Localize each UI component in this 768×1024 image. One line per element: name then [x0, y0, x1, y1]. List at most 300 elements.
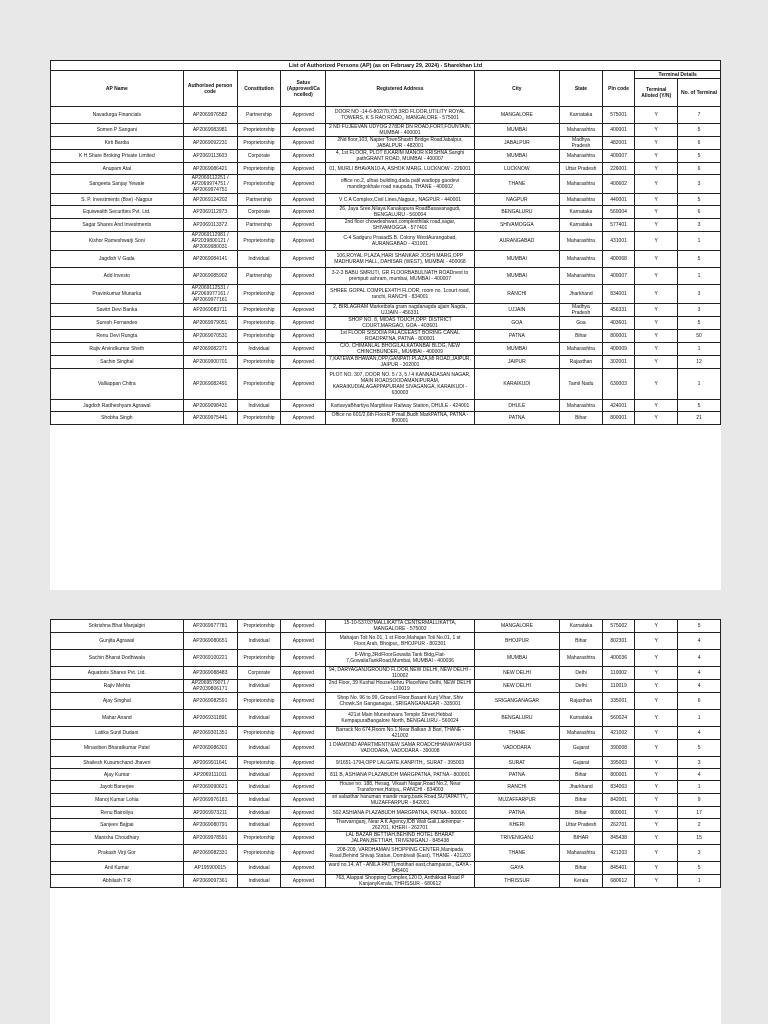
state: Gujarat	[560, 757, 603, 769]
terminal-count: 4	[678, 633, 721, 650]
city: KARAIKUDI	[474, 369, 559, 400]
ap-code: AP2069090621	[183, 781, 237, 794]
terminal-count: 5	[678, 251, 721, 268]
ap-name: Aquatoris Shares Pvt. Ltd.	[51, 667, 184, 680]
city: GOA	[474, 317, 559, 330]
ap-code: AP2069098431	[183, 400, 237, 412]
table-row	[51, 740, 721, 757]
ap-code: AP2069112531 / AP2069977161 / AP2069977161	[183, 285, 237, 304]
terminal-allotted: Y	[635, 740, 678, 757]
pin-code: 400036	[602, 650, 635, 667]
col-allotted: Terminal Alloted (Y/N)	[635, 79, 678, 107]
constitution: Proprietorship	[237, 175, 281, 194]
address: 4, 1st FLOOR, PLOT 8,KARIM MANOR KRISHNA Sanghi pathGRANT ROAD, MUMBAI - 400007	[326, 150, 474, 163]
ap-code: AP2069080791	[183, 819, 237, 832]
address: C/O. CHIMANLAL BHOGILALKATANBAI BLDG, NEW CHINCHBUNDER,, MUMBAI - 400009	[326, 343, 474, 356]
constitution: Proprietorship	[237, 693, 281, 710]
terminal-count: 21	[678, 412, 721, 425]
city: MUMBAI	[474, 150, 559, 163]
address: office no.2, ulhas building,dada patil wadiopp gaodevi mandirgokhale road naupada, THANE - 400602	[326, 175, 474, 194]
city: RANCHI	[474, 285, 559, 304]
address: V C A Complex,Civil Lines,Nagpur,, NAGPUR - 440001	[326, 194, 474, 206]
state: Uttar Pradesh	[560, 163, 603, 175]
terminal-count: 5	[678, 194, 721, 206]
terminal-count: 5	[678, 400, 721, 412]
col-ap-name: AP Name	[51, 71, 184, 107]
constitution: Individual	[237, 769, 281, 781]
state: Karnataka	[560, 107, 603, 124]
ap-name: Anupam Atal	[51, 163, 184, 175]
table-row	[51, 137, 721, 150]
status: Approved	[281, 107, 326, 124]
status: Approved	[281, 369, 326, 400]
terminal-allotted: Y	[635, 757, 678, 769]
terminal-count: 17	[678, 807, 721, 819]
status: Approved	[281, 251, 326, 268]
status: Approved	[281, 667, 326, 680]
address: 8-Wing,3RdFloorGowalia Tank Bldg,Flat-7,GowaliaTankRoad,Mumbai, MUMBAI - 400036	[326, 650, 474, 667]
pin-code: 302001	[602, 356, 635, 369]
col-address: Registered Address	[326, 71, 474, 107]
ap-name: Manisha Choudhary	[51, 832, 184, 845]
table-row	[51, 819, 721, 832]
ap-code: AP2069301351	[183, 727, 237, 740]
terminal-allotted: Y	[635, 650, 678, 667]
address: 763, Alappat Shopping Complex,120 D, Anthikkad Road P KanjanyKerala, THRISSUR - 680612	[326, 875, 474, 888]
ap-name: S. P. Investments (Bse) -Nagpur	[51, 194, 184, 206]
table-row	[51, 285, 721, 304]
constitution: Partnership	[237, 219, 281, 232]
table-row	[51, 163, 721, 175]
address: 15-10-537/37MALLIKATTA CENTERMALLIKATTA, MANGALORE - 575002	[326, 620, 474, 633]
pin-code: 226001	[602, 163, 635, 175]
ap-name: Kishor Rameshwarji Soni	[51, 232, 184, 251]
table-row	[51, 757, 721, 769]
ap-name: Valliappan Chitra	[51, 369, 184, 400]
col-city: City	[474, 71, 559, 107]
constitution: Individual	[237, 251, 281, 268]
address: 811 B, ASHIANA PLAZABUDH MARGPATNA, PATNA - 800001	[326, 769, 474, 781]
city: NEW DELHI	[474, 680, 559, 693]
terminal-count: 6	[678, 137, 721, 150]
terminal-count: 4	[678, 680, 721, 693]
state: Rajasthan	[560, 693, 603, 710]
city: JABALPUR	[474, 137, 559, 150]
terminal-allotted: Y	[635, 268, 678, 285]
city: DHULE	[474, 400, 559, 412]
terminal-allotted: Y	[635, 680, 678, 693]
constitution: Individual	[237, 862, 281, 875]
table-row	[51, 807, 721, 819]
constitution: Individual	[237, 680, 281, 693]
terminal-count: 3	[678, 304, 721, 317]
pin-code: 400007	[602, 150, 635, 163]
status: Approved	[281, 862, 326, 875]
ap-code: AP2069083981	[183, 124, 237, 137]
status: Approved	[281, 175, 326, 194]
constitution: Proprietorship	[237, 412, 281, 425]
city: PATNA	[474, 769, 559, 781]
status: Approved	[281, 757, 326, 769]
ap-name: Add Investo	[51, 268, 184, 285]
city: MUMBAI	[474, 124, 559, 137]
terminal-count: 9	[678, 794, 721, 807]
status: Approved	[281, 285, 326, 304]
terminal-allotted: Y	[635, 285, 678, 304]
ap-code: AP2069911641	[183, 757, 237, 769]
ap-code: AP2069088483	[183, 667, 237, 680]
pin-code: 482001	[602, 137, 635, 150]
col-code: Authorised person code	[183, 71, 237, 107]
constitution: Proprietorship	[237, 356, 281, 369]
ap-name: Ajay Kumar	[51, 769, 184, 781]
status: Approved	[281, 633, 326, 650]
terminal-count: 1	[678, 710, 721, 727]
pin-code: 400602	[602, 175, 635, 194]
pin-code: 845438	[602, 832, 635, 845]
city: PATNA	[474, 807, 559, 819]
terminal-count: 2	[678, 819, 721, 832]
terminal-allotted: Y	[635, 875, 678, 888]
constitution: Proprietorship	[237, 845, 281, 862]
address: Office no 601/2,6th FloorR.P mall,Budh MarkPATNA, PATNA - 800001	[326, 412, 474, 425]
table-row	[51, 330, 721, 343]
city: PATNA	[474, 412, 559, 425]
constitution: Corporate	[237, 206, 281, 219]
table-row	[51, 693, 721, 710]
terminal-count: 5	[678, 862, 721, 875]
city: NEW DELHI	[474, 667, 559, 680]
terminal-count: 4	[678, 727, 721, 740]
state: Goa	[560, 317, 603, 330]
state: Maharashtra	[560, 175, 603, 194]
ap-code: AP2069092231	[183, 137, 237, 150]
terminal-allotted: Y	[635, 251, 678, 268]
ap-code: AP2069311891	[183, 710, 237, 727]
table-row	[51, 343, 721, 356]
col-terminal-group: Terminal Details	[635, 71, 721, 79]
constitution: Proprietorship	[237, 330, 281, 343]
ap-name: Jayoti Banerjee	[51, 781, 184, 794]
constitution: Proprietorship	[237, 832, 281, 845]
status: Approved	[281, 412, 326, 425]
state: Maharashtra	[560, 650, 603, 667]
address: SHOP NO. 8, MIDAS TOUCH,OPP. DISTRICT COURT,MARGAO, GOA - 403601	[326, 317, 474, 330]
constitution: Individual	[237, 343, 281, 356]
terminal-allotted: Y	[635, 194, 678, 206]
document-page-2	[50, 619, 721, 1024]
terminal-count: 3	[678, 175, 721, 194]
state: Maharashtra	[560, 232, 603, 251]
terminal-count: 4	[678, 769, 721, 781]
ap-name: Equiwealth Securities Pvt. Ltd.	[51, 206, 184, 219]
constitution: Individual	[237, 819, 281, 832]
table-row	[51, 206, 721, 219]
constitution: Proprietorship	[237, 317, 281, 330]
constitution: Proprietorship	[237, 137, 281, 150]
terminal-allotted: Y	[635, 769, 678, 781]
state: Delhi	[560, 680, 603, 693]
ap-code: AP2069113603	[183, 150, 237, 163]
state: Bihar	[560, 794, 603, 807]
address: House no. 188, Hesag, Vikash Nagar,Road No.2, Near Transformer,Hatiya,, RANCHI - 834003	[326, 781, 474, 794]
pin-code: 630003	[602, 369, 635, 400]
address: 2Nd floor,103, Napier TownShastri Bridge RoadJabalpur, JABALPUR - 482001	[326, 137, 474, 150]
status: Approved	[281, 650, 326, 667]
city: THANE	[474, 175, 559, 194]
state: Madhya Pradesh	[560, 304, 603, 317]
terminal-count: 5	[678, 124, 721, 137]
ap-code: AP2069975441	[183, 412, 237, 425]
pin-code: 400001	[602, 124, 635, 137]
terminal-count: 50	[678, 330, 721, 343]
pin-code: 842001	[602, 794, 635, 807]
ap-name: Renu Devi Rungta	[51, 330, 184, 343]
terminal-allotted: Y	[635, 356, 678, 369]
terminal-count: 1	[678, 875, 721, 888]
address: KartavyaBhartiya Marghlear Railway Station, DHULE - 424001	[326, 400, 474, 412]
city: LUCKNOW	[474, 163, 559, 175]
table-row	[51, 710, 721, 727]
state: Karnataka	[560, 219, 603, 232]
table-row	[51, 620, 721, 633]
ap-code: AP2069979051	[183, 317, 237, 330]
city: VADODARA	[474, 740, 559, 757]
city: SURAT	[474, 757, 559, 769]
city: THRISSUR	[474, 875, 559, 888]
ap-name: Anil Kumar	[51, 862, 184, 875]
terminal-allotted: Y	[635, 832, 678, 845]
table-row	[51, 107, 721, 124]
city: AURANGABAD	[474, 232, 559, 251]
state: Bihar	[560, 862, 603, 875]
status: Approved	[281, 740, 326, 757]
state: Maharashtra	[560, 845, 603, 862]
status: Approved	[281, 219, 326, 232]
terminal-count: 6	[678, 163, 721, 175]
state: Karnataka	[560, 620, 603, 633]
pin-code: 800001	[602, 412, 635, 425]
terminal-allotted: Y	[635, 781, 678, 794]
state: Bihar	[560, 412, 603, 425]
terminal-allotted: Y	[635, 807, 678, 819]
table-row	[51, 219, 721, 232]
status: Approved	[281, 727, 326, 740]
table-row	[51, 175, 721, 194]
state: Bihar	[560, 633, 603, 650]
pin-code: 800001	[602, 769, 635, 781]
ap-code: AP2069100221	[183, 650, 237, 667]
state: Uttar Pradesh	[560, 819, 603, 832]
address: LAL BAZAR BETTIAH,BEHIND HOTEL BHARAT JALPAN,BETTIAH, TRIVENIGANJ - 845438	[326, 832, 474, 845]
pin-code: 262701	[602, 819, 635, 832]
pin-code: 834003	[602, 781, 635, 794]
terminal-allotted: Y	[635, 107, 678, 124]
status: Approved	[281, 781, 326, 794]
ap-name: Somen P Sangani	[51, 124, 184, 137]
address: 1 DIAMOND APARTMENTNEW SAMA ROADCHHANIAYAPURI VADODARA, VADODARA - 390008	[326, 740, 474, 757]
state: Madhya Pradesh	[560, 137, 603, 150]
ap-code: AP2069112981 / AP2039800121 / AP2069980031	[183, 232, 237, 251]
pin-code: 424001	[602, 400, 635, 412]
ap-code: AP2069973211	[183, 807, 237, 819]
terminal-allotted: Y	[635, 163, 678, 175]
terminal-count: 1	[678, 268, 721, 285]
ap-code: AP2069082331	[183, 845, 237, 862]
address: SHREE GOPAL COMPLEX4TH FLOOR, room no. 1court road, ranchi, RANCHI - 834001	[326, 285, 474, 304]
state: Bihar	[560, 807, 603, 819]
status: Approved	[281, 137, 326, 150]
terminal-allotted: Y	[635, 633, 678, 650]
address: 2nd Floor, 39 Kushal HouseNehru PlaceNew Delhi, NEW DELHI - 110019	[326, 680, 474, 693]
constitution: Proprietorship	[237, 757, 281, 769]
address: sri salasthar hanuman mandir marg,bank Road,SUTAPATTY,, MUZAFFARPUR - 842001	[326, 794, 474, 807]
state: BIHAR	[560, 832, 603, 845]
col-state: State	[560, 71, 603, 107]
status: Approved	[281, 232, 326, 251]
state: Bihar	[560, 769, 603, 781]
constitution: Individual	[237, 794, 281, 807]
address: 1st FLOOR SISODIA PALACEEAST BORING CANAL ROADPATNA, PATNA - 800001	[326, 330, 474, 343]
state: Jharkhand	[560, 781, 603, 794]
address: 502 ASHIANA PLAZABUDH MARGPATNA, PATNA - 800001	[326, 807, 474, 819]
terminal-allotted: Y	[635, 693, 678, 710]
ap-code: AP2069976181	[183, 794, 237, 807]
ap-name: Pravinkumar Munarka	[51, 285, 184, 304]
address: 421st Main Muneshwara Temple Street,Hebbal KempapuraBangalore North, BENGALURU - 560024	[326, 710, 474, 727]
table-row	[51, 845, 721, 862]
address: PLOT NO. 307, DOOR NO. 5 / 3, 5 / 4 KANNADASAN NAGAR, MAIN ROADSOODAMANIPURAM, KARAIKUDIALAGAPPAPURAM SIVAGANGA, KARAIKUDI - 630003	[326, 369, 474, 400]
ap-name: Rajiv Mehta	[51, 680, 184, 693]
state: Karnataka	[560, 710, 603, 727]
city: MUMBAI	[474, 251, 559, 268]
table-row	[51, 304, 721, 317]
city: PATNA	[474, 330, 559, 343]
pin-code: 110019	[602, 680, 635, 693]
city: THANE	[474, 727, 559, 740]
address: DOOR NO -14-6-802/70,7/3 3RD FLOOR,UTILITY ROYAL TOWERS, K S RAO ROAD,, MANGALORE - 575001	[326, 107, 474, 124]
ap-name: Renu Bairoliya	[51, 807, 184, 819]
city: MUZAFFARPUR	[474, 794, 559, 807]
pin-code: 834001	[602, 285, 635, 304]
pin-code: 575002	[602, 620, 635, 633]
address: 208-209, VARDHAMAN SHOPPING CENTER,Manipada Road,Behind Shivaji Statue, Dombivali (East), THANE - 421203	[326, 845, 474, 862]
state: Delhi	[560, 667, 603, 680]
city: THANE	[474, 845, 559, 862]
ap-code: AP2069978591	[183, 832, 237, 845]
status: Approved	[281, 620, 326, 633]
table-row	[51, 124, 721, 137]
constitution: Proprietorship	[237, 369, 281, 400]
city: MANGALORE	[474, 107, 559, 124]
constitution: Proprietorship	[237, 285, 281, 304]
ap-code: AP2069579071 / AP2039806171	[183, 680, 237, 693]
constitution: Proprietorship	[237, 232, 281, 251]
state: Rajasthan	[560, 356, 603, 369]
pin-code: 335001	[602, 693, 635, 710]
terminal-count: 4	[678, 667, 721, 680]
ap-name: Savitri Devi Banka	[51, 304, 184, 317]
status: Approved	[281, 794, 326, 807]
city: RANCHI	[474, 781, 559, 794]
pin-code: 403601	[602, 317, 635, 330]
address: 3-2-3 BABU SMRUTI, GR FLOORBABULNATH ROADnext to premputi ashram, mumbai, MUMBAI - 400007	[326, 268, 474, 285]
terminal-count: 1	[678, 343, 721, 356]
terminal-allotted: Y	[635, 304, 678, 317]
state: Maharashtra	[560, 124, 603, 137]
state: Maharashtra	[560, 251, 603, 268]
address: 7,KATEWA BHAWAN,OPP,GANPATI PLAZA,MI ROAD,JAIPUR, JAIPUR - 302001	[326, 356, 474, 369]
pin-code: 800001	[602, 330, 635, 343]
constitution: Proprietorship	[237, 727, 281, 740]
city: MUMBAI	[474, 343, 559, 356]
city: BENGALURU	[474, 206, 559, 219]
terminal-count: 1	[678, 232, 721, 251]
address: 2 ND FUJEEVAN UDYOG 278DR DN ROAD,FORT,FOUNTAIN, MUMBAI - 400001	[326, 124, 474, 137]
state: Maharashtra	[560, 400, 603, 412]
address: 9/1651-1794,OPP LALGATE,KANPITH,, SURAT - 395003	[326, 757, 474, 769]
terminal-allotted: Y	[635, 667, 678, 680]
table-row	[51, 400, 721, 412]
state: Maharashtra	[560, 150, 603, 163]
col-pin: Pin code	[602, 71, 635, 107]
table-row	[51, 232, 721, 251]
terminal-allotted: Y	[635, 620, 678, 633]
address: 2, BIRLAGRAM Marketbirla gram nagdanagda ujjain Nagda, UJJAIN - 456331	[326, 304, 474, 317]
constitution: Individual	[237, 740, 281, 757]
ap-code: AP2069112973	[183, 206, 237, 219]
constitution: Proprietorship	[237, 163, 281, 175]
ap-code: AP2069070531	[183, 330, 237, 343]
ap-name: Sagar Shares And Investments	[51, 219, 184, 232]
terminal-count: 7	[678, 107, 721, 124]
table-row	[51, 875, 721, 888]
status: Approved	[281, 769, 326, 781]
ap-name: Suresh Fernandes	[51, 317, 184, 330]
status: Approved	[281, 304, 326, 317]
ap-name: K H Share Broking Private Limited	[51, 150, 184, 163]
table-row	[51, 727, 721, 740]
pin-code: 421203	[602, 845, 635, 862]
terminal-allotted: Y	[635, 412, 678, 425]
terminal-allotted: Y	[635, 137, 678, 150]
ap-name: Mahar Anand	[51, 710, 184, 727]
pin-code: 395003	[602, 757, 635, 769]
terminal-allotted: Y	[635, 845, 678, 862]
table-row	[51, 251, 721, 268]
ap-table-page-1	[50, 60, 721, 425]
city: JAIPUR	[474, 356, 559, 369]
state: Maharashtra	[560, 268, 603, 285]
state: Maharashtra	[560, 194, 603, 206]
city: SRIGANGANAGAR	[474, 693, 559, 710]
ap-name: Prakash Virji Gor	[51, 845, 184, 862]
document-page-1	[50, 60, 721, 590]
constitution: Corporate	[237, 667, 281, 680]
terminal-count: 1	[678, 369, 721, 400]
document-title: List of Authorized Persons (AP) (as on February 29, 2024) - Sharekhan Ltd	[51, 61, 721, 71]
ap-code: AP2069112251 / AP2069974751 / AP2069974751	[183, 175, 237, 194]
ap-code: AP2069113372	[183, 219, 237, 232]
ap-code: AP2069900701	[183, 356, 237, 369]
ap-name: Sanjeev Bajpai	[51, 819, 184, 832]
ap-name: Shobha Singh	[51, 412, 184, 425]
city: BENGALURU	[474, 710, 559, 727]
ap-code: AP195900015	[183, 862, 237, 875]
terminal-allotted: Y	[635, 206, 678, 219]
status: Approved	[281, 710, 326, 727]
constitution: Partnership	[237, 194, 281, 206]
